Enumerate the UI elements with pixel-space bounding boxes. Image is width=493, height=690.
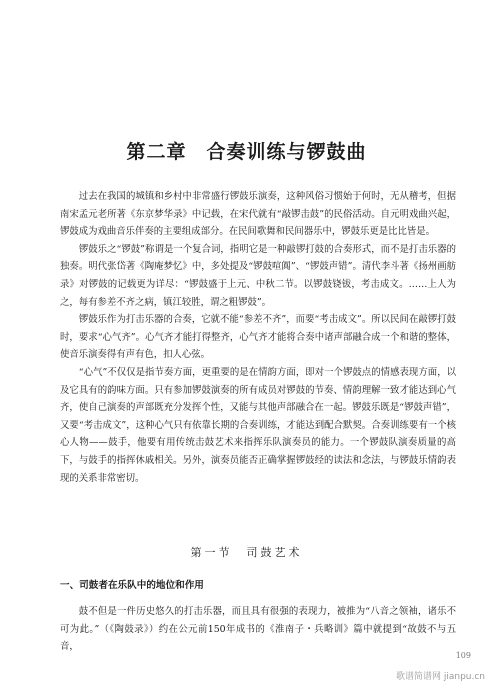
paragraph-4: “心气”不仅仅是指节奏方面，更重要的是在情韵方面，即对一个锣鼓点的情感表现方面，以及它具有的韵味方面。只有参加锣鼓演奏的所有成员对锣鼓的节奏、情韵理解一致才能达到心气齐，使自己演奏的声部既充分发挥个性，又能与其他声部融合在一起。锣鼓乐既是“锣鼓声错”，又要“考击成文”，这种心气只有依靠长期的合奏训练，才能达到配合默契。合奏训练要有一个核心人物——鼓手，他要有用传统击鼓艺术来指挥乐队演奏员的能力。一个锣鼓队演奏质量的高下，与鼓手的指挥休戚相关。另外，演奏员能否正确掌握锣鼓经的读法和念法，与锣鼓乐情韵表现的关系非常密切。 bbox=[60, 366, 456, 484]
site-watermark: 歌谱简谱网 jianpu.cn bbox=[395, 672, 485, 682]
section-title: 第一节 司鼓艺术 bbox=[190, 546, 303, 559]
paragraph-5: 鼓不但是一件历史悠久的打击乐器，而且具有很强的表现力，被推为“八音之领袖，诸乐不可为此。”（《陶鼓录》）约在公元前150年成书的《淮南子・兵略训》篇中就提到“故鼓不与五音， bbox=[60, 606, 456, 653]
paragraph-1: 过去在我国的城镇和乡村中非常盛行锣鼓乐演奏，这种风俗习惯始于何时，无从稽考，但据南宋孟元老所著《东京梦华录》中记载，在宋代就有“敲锣击鼓”的民俗活动。自元明戏曲兴起，锣鼓成为戏曲音乐伴奏的主要组成部分。在民间歌舞和民间器乐中，锣鼓乐更是比比皆是。 bbox=[60, 191, 456, 238]
paragraph-3: 锣鼓乐作为打击乐器的合奏，它就不能“参差不齐”，而要“考击成文”。所以民间在敲锣打鼓时，要求“心气齐”。心气齐才能打得整齐，心气齐才能将合奏中诸声部融合成一个和谐的整体，使音乐演奏得有声有色，扣人心弦。 bbox=[60, 314, 456, 361]
section-body-text bbox=[60, 603, 456, 656]
chapter-intro-text bbox=[60, 188, 456, 487]
subsection-title: 一、司鼓者在乐队中的地位和作用 bbox=[60, 580, 204, 591]
page-number: 109 bbox=[455, 651, 471, 660]
paragraph-2: 锣鼓乐之“锣鼓”称谓是一个复合词，指明它是一种敲锣打鼓的合奏形式，而不是打击乐器的独奏。明代张岱著《陶庵梦忆》中，多处提及“锣鼓喧阗”、“锣鼓声错”。清代李斗著《扬州画舫录》对锣鼓的记载更为详尽：“锣鼓盛于上元、中秋二节。以锣鼓铙钹，考击成文。……上人为之，每有参差不齐之病，镇江较胜，谓之粗锣鼓”。 bbox=[60, 243, 456, 308]
chapter-title: 第二章 合奏训练与锣鼓曲 bbox=[126, 141, 367, 163]
